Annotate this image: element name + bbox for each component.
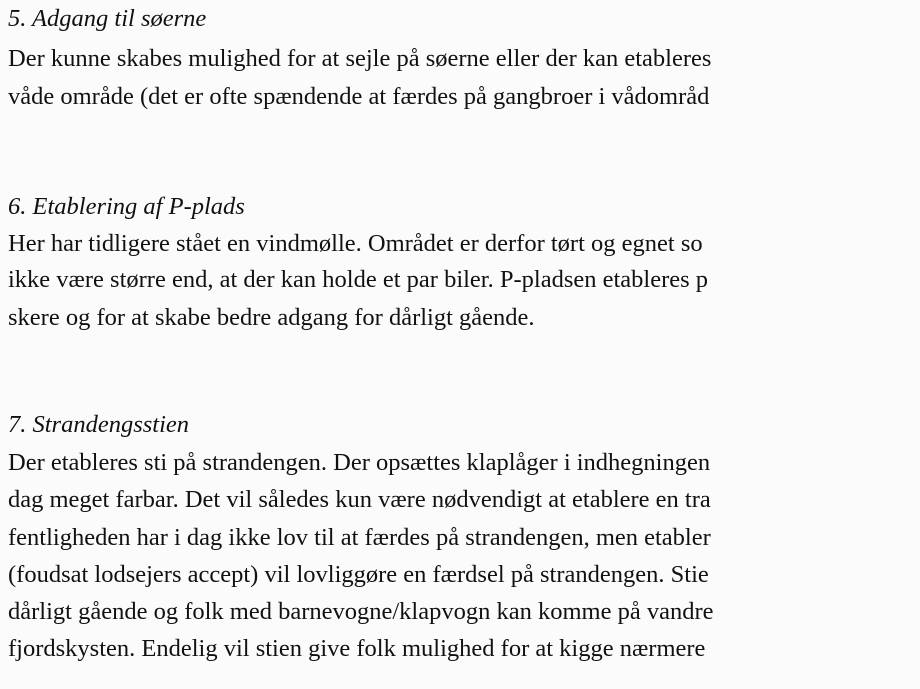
section-heading: 5. Adgang til søerne — [8, 5, 207, 32]
paragraph-line: ikke være større end, at der kan holde et par biler. P-pladsen etableres p — [8, 266, 709, 293]
paragraph-line: fjordskysten. Endelig vil stien give folk mulighed for at kigge nærmere — [8, 635, 706, 662]
paragraph-line: dag meget farbar. Det vil således kun være nødvendigt at etablere en tra — [8, 486, 711, 513]
paragraph-line: skere og for at skabe bedre adgang for dårligt gående. — [8, 304, 535, 331]
paragraph-line: Der etableres sti på strandengen. Der opsættes klaplåger i indhegningen — [8, 449, 711, 476]
paragraph-line: våde område (det er ofte spændende at færdes på gangbroer i vådområd — [8, 83, 710, 110]
section-heading: 7. Strandengsstien — [8, 411, 190, 438]
paragraph-line: Her har tidligere stået en vindmølle. Området er derfor tørt og egnet so — [8, 230, 703, 257]
paragraph-line: Der kunne skabes mulighed for at sejle på søerne eller der kan etableres — [8, 45, 712, 72]
paragraph-line: dårligt gående og folk med barnevogne/klapvogn kan komme på vandre — [8, 598, 714, 625]
paragraph-line: (foudsat lodsejers accept) vil lovliggøre en færdsel på strandengen. Stie — [8, 561, 709, 588]
paragraph-line: fentligheden har i dag ikke lov til at færdes på strandengen, men etabler — [8, 524, 711, 551]
section-heading: 6. Etablering af P-plads — [8, 193, 245, 220]
